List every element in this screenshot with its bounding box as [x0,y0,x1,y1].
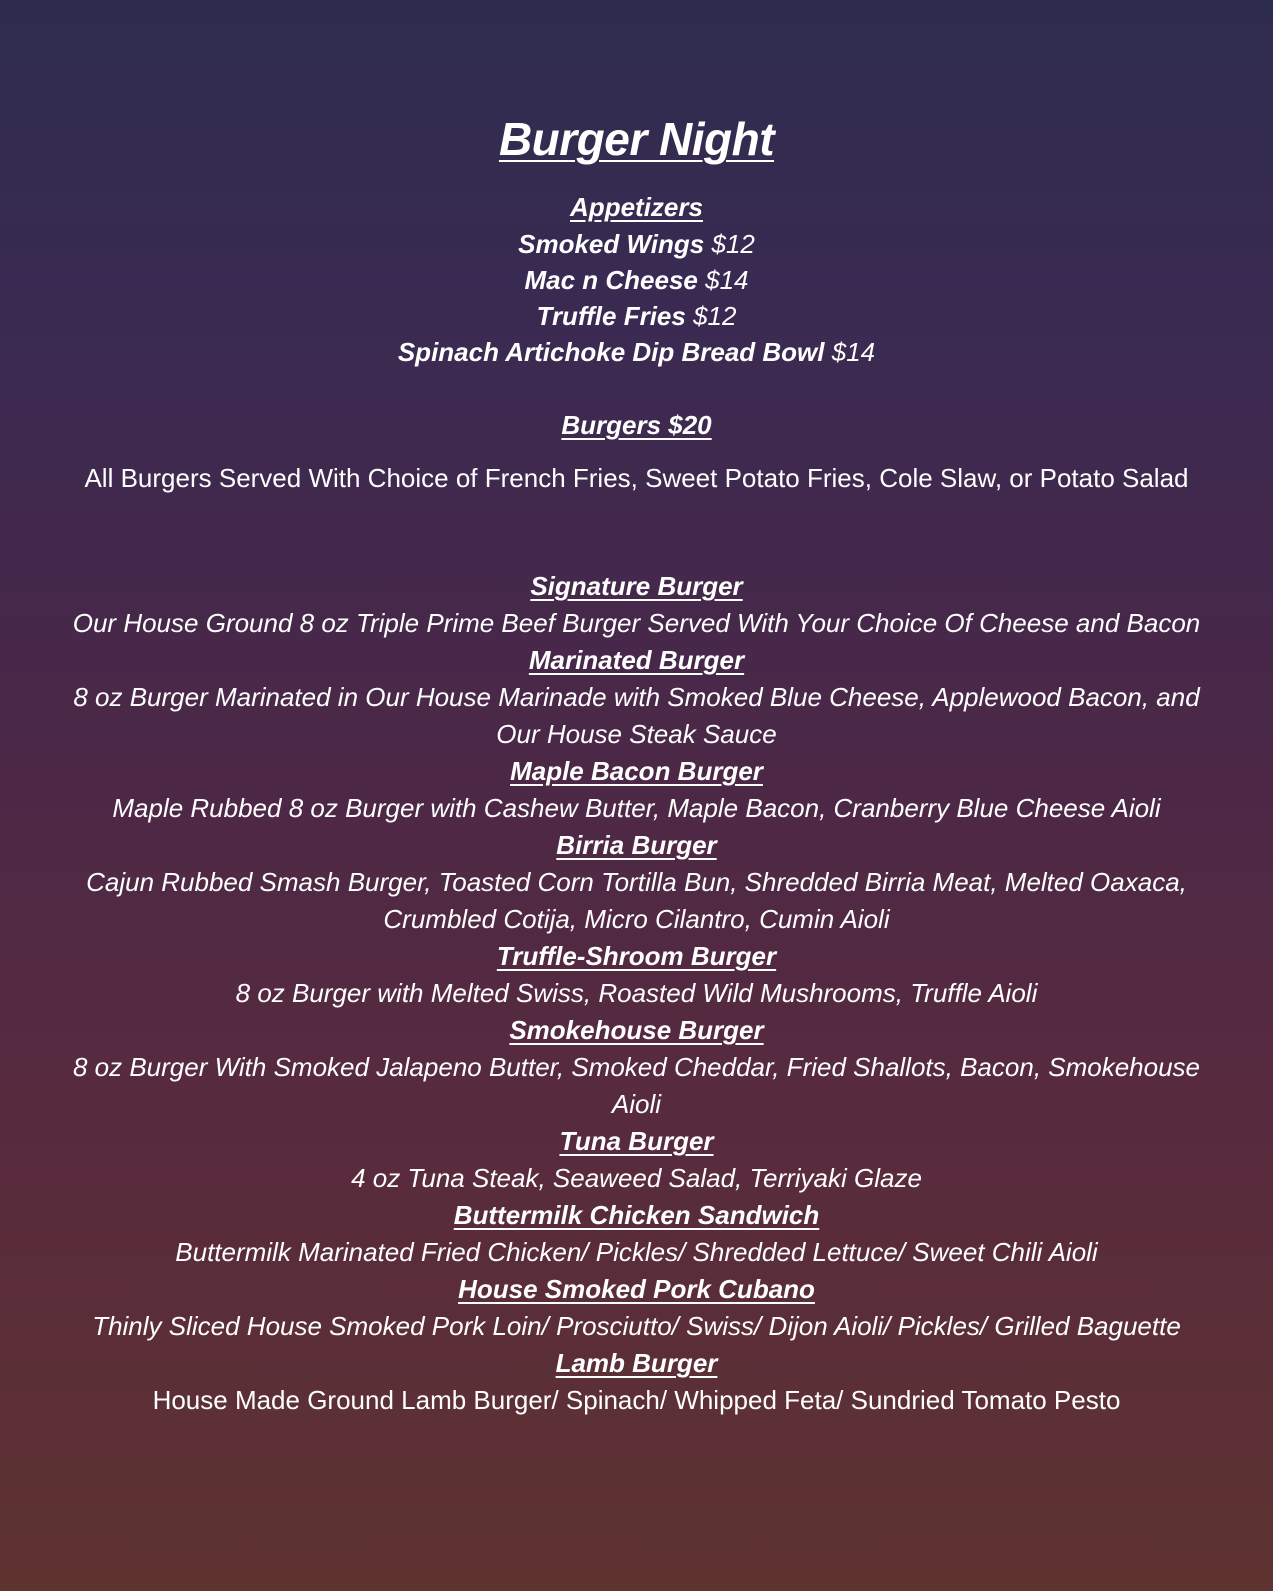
burger-description: Buttermilk Marinated Fried Chicken/ Pickles/ Shredded Lettuce/ Sweet Chili Aioli [175,1237,1098,1267]
appetizer-price: $14 [831,337,876,367]
appetizer-item [0,298,1273,334]
burger-description: 4 oz Tuna Steak, Seaweed Salad, Terriyaki Glaze [351,1163,922,1193]
burger-description: 8 oz Burger With Smoked Jalapeno Butter, Smoked Cheddar, Fried Shallots, Bacon, Smokehouse Aioli [72,1052,1201,1119]
menu-title: Burger Night [498,113,775,165]
appetizer-price: $12 [693,301,737,331]
burger-list [70,568,1203,1419]
burger-name: Truffle-Shroom Burger [496,941,777,971]
burger-name: Marinated Burger [528,645,745,675]
appetizers-heading: Appetizers [570,192,703,222]
sides-note: All Burgers Served With Choice of French Fries, Sweet Potato Fries, Cole Slaw, or Potato Salad [84,463,1189,493]
burger-name: Buttermilk Chicken Sandwich [453,1200,820,1230]
burger-description: Cajun Rubbed Smash Burger, Toasted Corn Tortilla Bun, Shredded Birria Meat, Melted Oaxaca, Crumbled Cotija, Micro Cilantro, Cumin Aioli [86,867,1187,934]
burger-name: House Smoked Pork Cubano [458,1274,815,1304]
appetizer-item [0,334,1273,370]
appetizer-item [0,226,1273,262]
appetizer-price: $12 [711,229,755,259]
appetizers-section [0,189,1273,370]
burger-name: Tuna Burger [559,1126,714,1156]
appetizer-item [0,262,1273,298]
burger-description: Thinly Sliced House Smoked Pork Loin/ Prosciutto/ Swiss/ Dijon Aioli/ Pickles/ Grilled Baguette [92,1311,1181,1341]
burger-description: House Made Ground Lamb Burger/ Spinach/ Whipped Feta/ Sundried Tomato Pesto [152,1385,1121,1415]
burger-name: Signature Burger [530,571,743,601]
burgers-heading: Burgers $20 [561,410,712,440]
appetizer-name: Smoked Wings [518,229,705,259]
appetizer-name: Spinach Artichoke Dip Bread Bowl [397,337,825,367]
burger-description: Maple Rubbed 8 oz Burger with Cashew Butter, Maple Bacon, Cranberry Blue Cheese Aioli [112,793,1161,823]
burger-name: Smokehouse Burger [509,1015,764,1045]
burger-name: Maple Bacon Burger [510,756,763,786]
appetizer-price: $14 [705,265,749,295]
appetizer-name: Mac n Cheese [524,265,698,295]
burger-name: Lamb Burger [555,1348,718,1378]
appetizer-name: Truffle Fries [536,301,686,331]
burger-description: Our House Ground 8 oz Triple Prime Beef Burger Served With Your Choice Of Cheese and Bacon [72,608,1201,638]
burger-name: Birria Burger [556,830,717,860]
burger-description: 8 oz Burger with Melted Swiss, Roasted Wild Mushrooms, Truffle Aioli [235,978,1038,1008]
burger-description: 8 oz Burger Marinated in Our House Marinade with Smoked Blue Cheese, Applewood Bacon, and Our House Steak Sauce [73,682,1200,749]
